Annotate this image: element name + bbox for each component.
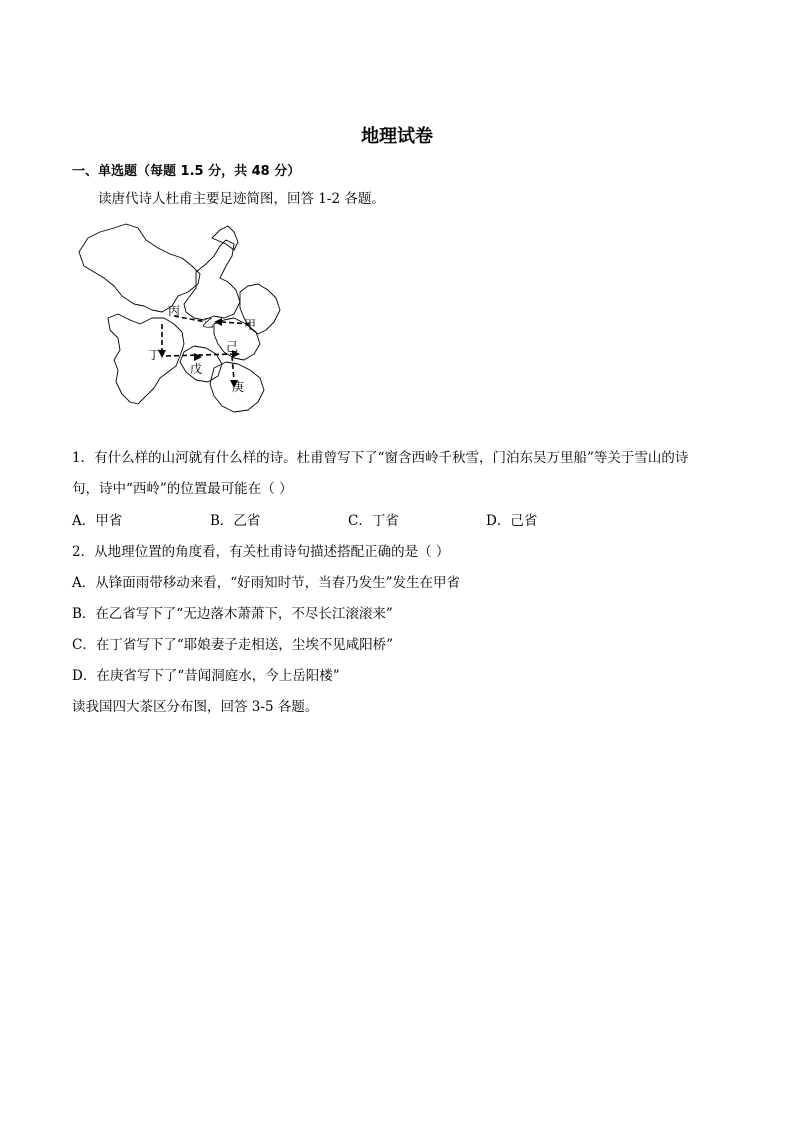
map-label-wu: 戊 [190, 362, 203, 376]
region-central-north [184, 240, 240, 320]
q2-option-b: B．在乙省写下了“无边落木萧萧下，不尽长江滚滚来” [72, 606, 393, 622]
q2-option-c: C．在丁省写下了“耶娘妻子走相送，尘埃不见咸阳桥” [72, 637, 394, 653]
q2-option-a: A．从锋面雨带移动来看，“好雨知时节，当春乃发生”发生在甲省 [72, 575, 461, 591]
q2-stem: 2．从地理位置的角度看，有关杜甫诗句描述搭配正确的是（ ） [72, 544, 450, 560]
map-label-ding: 丁 [148, 348, 161, 362]
region-west [108, 314, 184, 404]
map-label-ji: 己 [226, 340, 239, 354]
intro-q3-5: 读我国四大茶区分布图，回答 3-5 各题。 [72, 699, 319, 715]
q2-option-d: D．在庚省写下了“昔闻洞庭水，今上岳阳楼” [72, 668, 340, 684]
map-label-yi: 乙 [202, 316, 215, 330]
q1-option-d: D．己省 [486, 513, 538, 529]
intro-q1-2: 读唐代诗人杜甫主要足迹简图，回答 1-2 各题。 [98, 191, 385, 207]
map-label-jia: 甲 [244, 318, 257, 332]
q1-option-a: A．甲省 [72, 513, 123, 529]
q1-stem-line1: 1．有什么样的山河就有什么样的诗。杜甫曾写下了“窗含西岭千秋雪，门泊东吴万里船”等关于雪山的诗 [72, 450, 689, 466]
route-ji-geng [232, 356, 234, 380]
map-label-geng: 庚 [232, 380, 245, 394]
q1-stem-line2: 句，诗中“西岭”的位置最可能在（ ） [72, 481, 293, 497]
route-ding-ji [166, 354, 234, 356]
map-outline [74, 220, 289, 420]
region-north-strip [212, 226, 238, 250]
page-title: 地理试卷 [361, 126, 433, 147]
section-heading: 一、单选题（每题 1.5 分，共 48 分） [72, 164, 301, 179]
q1-option-b: B．乙省 [210, 513, 261, 529]
region-northwest [79, 224, 200, 312]
arrow-to-yi [214, 318, 222, 326]
q1-option-c: C．丁省 [348, 513, 399, 529]
map-label-bing: 丙 [168, 304, 181, 318]
dufu-route-map [74, 220, 289, 420]
